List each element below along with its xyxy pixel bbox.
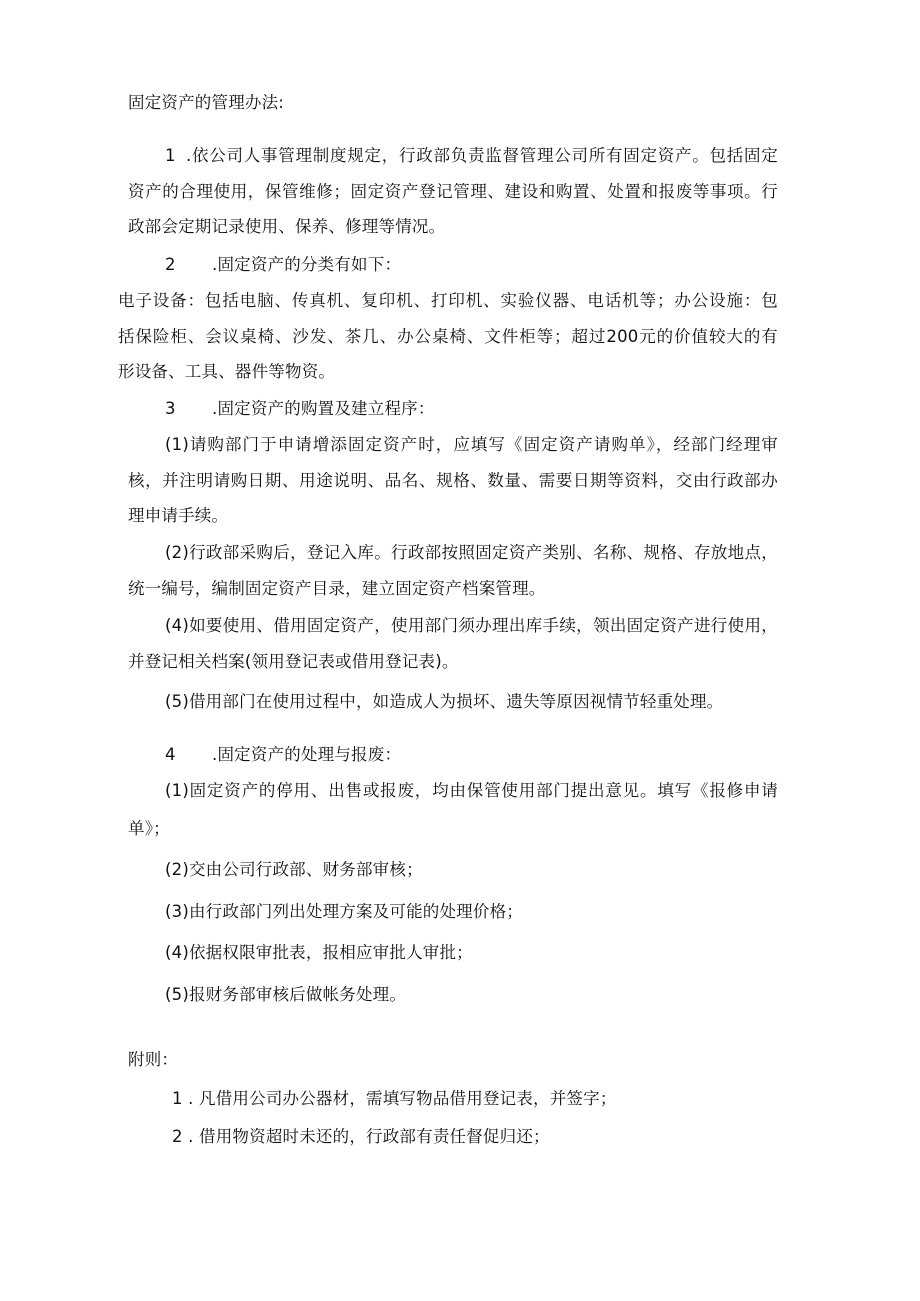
section-3-heading: .固定资产的购置及建立程序： <box>212 399 435 418</box>
section-2-line-1: 电子设备：包括电脑、传真机、复印机、打印机、实验仪器、电话机等；办公设施：包 <box>118 291 778 310</box>
section-3-item-5: (5)借用部门在使用过程中，如造成人为损坏、遗失等原因视情节轻重处理。 <box>165 692 724 711</box>
section-1-line-2: 资产的合理使用，保管维修；固定资产登记管理、建设和购置、处置和报废等事项。行 <box>128 182 778 201</box>
appendix-title: 附则： <box>128 1050 179 1069</box>
section-2-line-2: 括保险柜、会议桌椅、沙发、茶几、办公桌椅、文件柜等；超过200元的价值较大的有 <box>118 327 778 346</box>
section-2-number: 2 <box>165 255 176 274</box>
section-2-line-3: 形设备、工具、器件等物资。 <box>118 362 336 381</box>
appendix-rule-1: 1 . 凡借用公司办公器材，需填写物品借用登记表，并签字； <box>172 1089 617 1108</box>
section-3-item-2-line-1: (2)行政部采购后，登记入库。行政部按照固定资产类别、名称、规格、存放地点， <box>165 543 778 562</box>
section-4-item-4: (4)依据权限审批表，报相应审批人审批； <box>165 943 473 962</box>
section-4-heading: .固定资产的处理与报废： <box>212 745 402 764</box>
section-3-item-1-line-3: 理申请手续。 <box>128 506 229 525</box>
section-3-item-1-line-2: 核，并注明请购日期、用途说明、品名、规格、数量、需要日期等资料，交由行政部办 <box>128 471 778 490</box>
section-4-item-1-line-1: (1)固定资产的停用、出售或报废，均由保管使用部门提出意见。填写《报修申请 <box>165 781 778 800</box>
section-3-item-4-line-2: 并登记相关档案(领用登记表或借用登记表)。 <box>128 652 459 671</box>
section-2-heading: .固定资产的分类有如下： <box>212 255 402 274</box>
section-4-item-2: (2)交由公司行政部、财务部审核； <box>165 860 423 879</box>
section-1-line-1: .依公司人事管理制度规定，行政部负责监督管理公司所有固定资产。包括固定 <box>186 146 778 165</box>
section-4-item-5: (5)报财务部审核后做帐务处理。 <box>165 985 407 1004</box>
section-3-item-1-line-1: (1)请购部门于申请增添固定资产时，应填写《固定资产请购单》，经部门经理审 <box>165 435 778 454</box>
section-3-number: 3 <box>165 399 176 418</box>
section-3-item-2-line-2: 统一编号，编制固定资产目录，建立固定资产档案管理。 <box>128 579 546 598</box>
section-4-item-3: (3)由行政部门列出处理方案及可能的处理价格； <box>165 902 523 921</box>
section-1-number: 1 <box>165 146 176 165</box>
section-3-item-4-line-1: (4)如要使用、借用固定资产，使用部门须办理出库手续，领出固定资产进行使用， <box>165 616 778 635</box>
section-4-item-1-line-2: 单》； <box>128 819 170 838</box>
section-4-number: 4 <box>165 745 176 764</box>
section-1-line-3: 政部会定期记录使用、保养、修理等情况。 <box>128 217 446 236</box>
document-title: 固定资产的管理办法: <box>128 93 285 112</box>
appendix-rule-2: 2 . 借用物资超时未还的，行政部有责任督促归还； <box>172 1127 550 1146</box>
